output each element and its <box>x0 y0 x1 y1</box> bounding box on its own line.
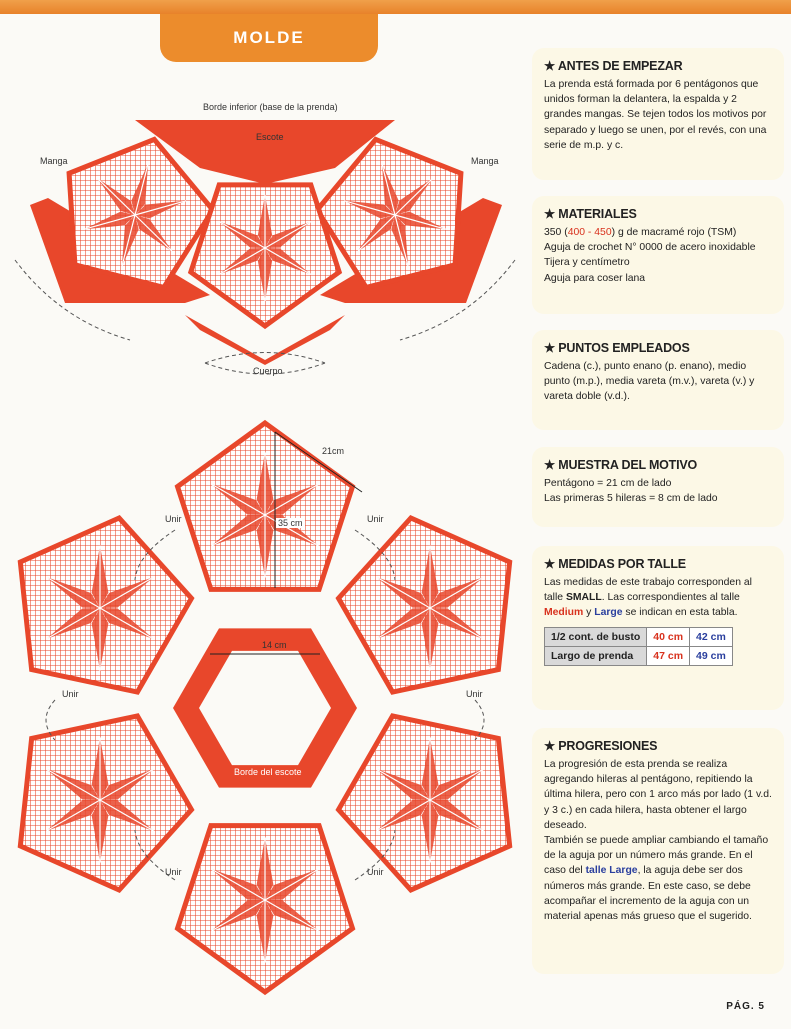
label-unir-5: Unir <box>165 867 182 877</box>
label-unir-4: Unir <box>466 689 483 699</box>
medidas-t2: . Las correspondientes al talle <box>601 592 740 604</box>
antes-title: ★ ANTES DE EMPEZAR <box>544 59 683 73</box>
large-value: 42 cm <box>690 627 733 646</box>
label-dim-21: 21cm <box>322 446 345 456</box>
progresiones-p2b: , la aguja debe ser dos números más grande. En este caso, se debe acompañar el incremento de la aguja con un material apenas más grueso que el sugerido. <box>544 865 752 923</box>
section-puntos <box>532 330 784 430</box>
medium-value: 40 cm <box>647 627 690 646</box>
medidas-title: ★ MEDIDAS POR TALLE <box>544 557 686 571</box>
label-cuerpo: Cuerpo <box>253 366 283 376</box>
materiales-title: ★ MATERIALES <box>544 207 637 221</box>
muestra-line1: Pentágono = 21 cm de lado <box>544 478 672 489</box>
label-manga-right: Manga <box>471 156 499 166</box>
section-progresiones <box>532 728 784 974</box>
puntos-title: ★ PUNTOS EMPLEADOS <box>544 341 690 355</box>
progresiones-title: ★ PROGRESIONES <box>544 739 658 753</box>
section-tab <box>160 14 378 62</box>
medidas-t3: y <box>583 607 595 619</box>
materiales-line1 <box>544 225 772 240</box>
table-row <box>545 627 733 646</box>
medium-value: 47 cm <box>647 646 690 665</box>
label-unir-6: Unir <box>367 867 384 877</box>
section-muestra <box>532 447 784 527</box>
table-row <box>545 646 733 665</box>
antes-text: La prenda está formada por 6 pentágonos que unidos forman la delantera, la espalda y 2 grandes mangas. Se tejen todos los motivos por separado y luego se unen, por el revés, con una serie de m.p. y c. <box>544 79 767 151</box>
label-unir-2: Unir <box>367 514 384 524</box>
page-number: PÁG. 5 <box>726 1001 765 1012</box>
materiales-weight-a: 350 ( <box>544 227 568 238</box>
materiales-weight-b: ) g de macramé rojo (TSM) <box>611 227 737 238</box>
progresiones-p2 <box>544 833 772 924</box>
medidas-small: SMALL <box>565 592 602 604</box>
tab-title: MOLDE <box>233 28 305 47</box>
label-escote: Escote <box>256 132 284 142</box>
medidas-medium: Medium <box>544 607 584 619</box>
progresiones-highlight: talle Large <box>585 865 638 877</box>
pattern-svg <box>0 60 530 1024</box>
row-label: 1/2 cont. de busto <box>545 627 647 646</box>
label-dim-14: 14 cm <box>262 640 287 650</box>
materiales-weight-alt: 400 - 450 <box>567 227 612 238</box>
progresiones-p1: La progresión de esta prenda se realiza agregando hileras al pentágono, repitiendo la última hilera, pero con 1 arco más por lado (1 v.d. y 3 c.) en cada hilera, hasta obtener el largo deseado. <box>544 759 772 831</box>
pattern-diagram <box>0 60 530 1024</box>
section-antes <box>532 48 784 180</box>
row-label: Largo de prenda <box>545 646 647 665</box>
label-borde-escote: Borde del escote <box>234 767 302 777</box>
large-value: 49 cm <box>690 646 733 665</box>
top-orange-bar <box>0 0 791 14</box>
muestra-title: ★ MUESTRA DEL MOTIVO <box>544 458 698 472</box>
label-top-border: Borde inferior (base de la prenda) <box>203 102 338 112</box>
medidas-t4: se indican en esta tabla. <box>622 607 738 619</box>
size-table <box>544 627 733 666</box>
materiales-line2: Aguja de crochet N° 0000 de acero inoxidable <box>544 242 756 254</box>
label-manga-left: Manga <box>40 156 68 166</box>
label-unir-1: Unir <box>165 514 182 524</box>
materiales-line4: Aguja para coser lana <box>544 272 646 284</box>
label-dim-35: 35 cm <box>278 518 303 528</box>
medidas-large: Large <box>594 607 623 619</box>
medidas-text <box>544 575 772 621</box>
muestra-line2: Las primeras 5 hileras = 8 cm de lado <box>544 493 718 505</box>
progresiones-p2a: También se puede ampliar cambiando el tamaño de la aguja por un número más grande. En el caso del <box>544 835 769 877</box>
section-materiales <box>532 196 784 314</box>
medidas-t1: Las medidas de este trabajo corresponden al talle <box>544 577 752 604</box>
label-unir-3: Unir <box>62 689 79 699</box>
materiales-line3: Tijera y centímetro <box>544 257 630 269</box>
section-medidas <box>532 546 784 710</box>
puntos-text: Cadena (c.), punto enano (p. enano), medio punto (m.p.), media vareta (m.v.), vareta (v.) y vareta doble (v.d.). <box>544 361 755 403</box>
